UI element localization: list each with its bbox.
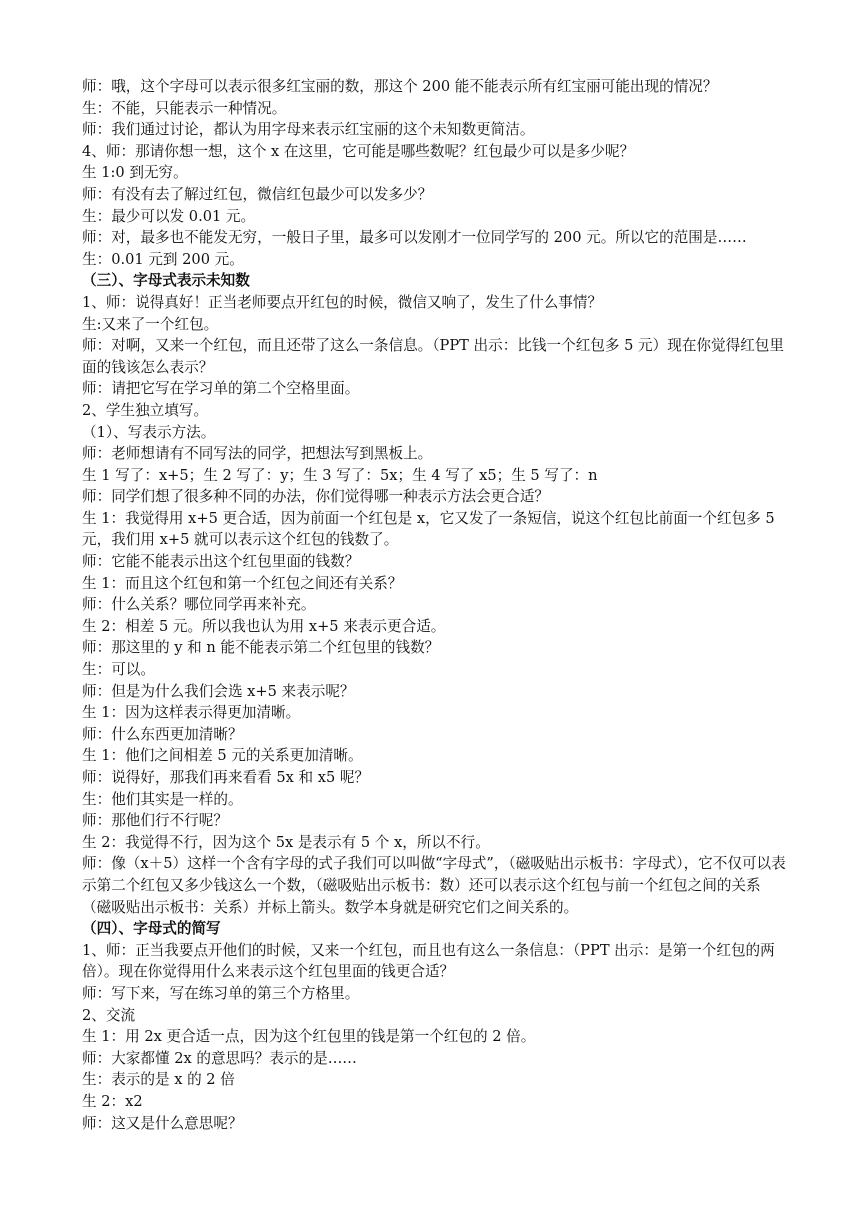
text-line: 生：0.01 元到 200 元。 xyxy=(82,250,244,268)
text-line: 1、师：正当我要点开他们的时候，又来一个红包，而且也有这么一条信息：（PPT 出示：是第一个红包的两倍）。现在你觉得用什么来表示这个红包里面的钱更合适？ xyxy=(82,941,775,981)
text-line: 师：我们通过讨论，都认为用字母来表示红宝丽的这个未知数更简洁。 xyxy=(82,121,535,139)
text-line: 2、学生独立填写。 xyxy=(82,401,209,419)
text-line: 师：大家都懂 2x 的意思吗？表示的是…… xyxy=(82,1049,357,1067)
text-line: 生 1：他们之间相差 5 元的关系更加清晰。 xyxy=(82,747,363,765)
text-line: 生：他们其实是一样的。 xyxy=(82,790,243,808)
text-line: 师：什么关系？哪位同学再来补充。 xyxy=(82,596,316,614)
text-line: 生:又来了一个红包。 xyxy=(82,315,219,333)
text-line: 师：请把它写在学习单的第二个空格里面。 xyxy=(82,380,360,398)
text-line: 师：有没有去了解过红包，微信红包最少可以发多少？ xyxy=(82,185,433,203)
text-line: 师：像（x＋5）这样一个含有字母的式子我们可以叫做“字母式”，（磁吸贴出示板书：字母式），它不仅可以表示第二个红包又多少钱这么一个数，（磁吸贴出示板书：数）还可以表示这个红包与前一个红包之间的关系（磁吸贴出示板书：关系）并标上箭头。数学本身就是研究它们之间关系的。 xyxy=(82,855,786,916)
text-line: 师：说得好，那我们再来看看 5x 和 x5 呢？ xyxy=(82,769,370,786)
text-line: 师：什么东西更加清晰？ xyxy=(82,725,243,743)
text-line: 2、交流 xyxy=(82,1006,136,1024)
text-line: 生 1：而且这个红包和第一个红包之间还有关系？ xyxy=(82,574,403,592)
text-line: 生 1:0 到无穷。 xyxy=(82,164,188,182)
text-line: 师：那这里的 y 和 n 能不能表示第二个红包里的钱数？ xyxy=(82,639,440,657)
text-line: 生：最少可以发 0.01 元。 xyxy=(82,207,256,225)
text-line: （1）、写表示方法。 xyxy=(82,423,216,441)
text-line: 师：对，最多也不能发无穷，一般日子里，最多可以发刚才一位同学写的 200 元。所以它的范围是…… xyxy=(82,229,747,247)
text-line: 师：但是为什么我们会选 x+5 来表示呢？ xyxy=(82,682,355,700)
text-line: 生 2：x2 xyxy=(82,1092,143,1110)
section-heading: （三）、字母式表示未知数 xyxy=(82,272,250,290)
text-line: 师：那他们行不行呢？ xyxy=(82,812,228,830)
text-line: 生 2：我觉得不行，因为这个 5x 是表示有 5 个 x，所以不行。 xyxy=(82,833,490,851)
text-line: 生：表示的是 x 的 2 倍 xyxy=(82,1071,235,1089)
text-line: 师：这又是什么意思呢？ xyxy=(82,1114,243,1132)
text-line: 生：不能，只能表示一种情况。 xyxy=(82,99,287,117)
text-line: 1、师：说得真好！正当老师要点开红包的时候，微信又响了，发生了什么事情？ xyxy=(82,293,603,311)
text-line: 生 1：我觉得用 x+5 更合适，因为前面一个红包是 x，它又发了一条短信，说这个红包比前面一个红包多 5 元，我们用 x+5 就可以表示这个红包的钱数了。 xyxy=(82,509,775,549)
text-line: 师：它能不能表示出这个红包里面的钱数？ xyxy=(82,553,360,571)
text-line: 师：写下来，写在练习单的第三个方格里。 xyxy=(82,984,360,1002)
text-line: 生 1：用 2x 更合适一点，因为这个红包里的钱是第一个红包的 2 倍。 xyxy=(82,1028,536,1046)
text-line: 生 2：相差 5 元。所以我也认为用 x+5 来表示更合适。 xyxy=(82,617,446,635)
text-line: 生：可以。 xyxy=(82,661,155,679)
text-line: 师：哦，这个字母可以表示很多红宝丽的数，那这个 200 能不能表示所有红宝丽可能出现的情况？ xyxy=(82,78,718,95)
text-line: 生 1：因为这样表示得更加清晰。 xyxy=(82,704,301,722)
text-line: 师：老师想请有不同写法的同学，把想法写到黑板上。 xyxy=(82,445,433,463)
text-line: 师：对啊，又来一个红包，而且还带了这么一条信息。（PPT 出示：比钱一个红包多 5 元）现在你觉得红包里面的钱该怎么表示？ xyxy=(82,337,784,376)
document-body xyxy=(82,76,788,1134)
text-line: 4、师：那请你想一想，这个 x 在这里，它可能是哪些数呢？红包最少可以是多少呢？ xyxy=(82,142,635,160)
text-line: 师：同学们想了很多种不同的办法，你们觉得哪一种表示方法会更合适？ xyxy=(82,488,550,506)
text-line: 生 1 写了：x+5；生 2 写了：y；生 3 写了：5x；生 4 写了 x5；生 5 写了：n xyxy=(82,466,598,484)
section-heading: （四）、字母式的简写 xyxy=(82,920,221,938)
